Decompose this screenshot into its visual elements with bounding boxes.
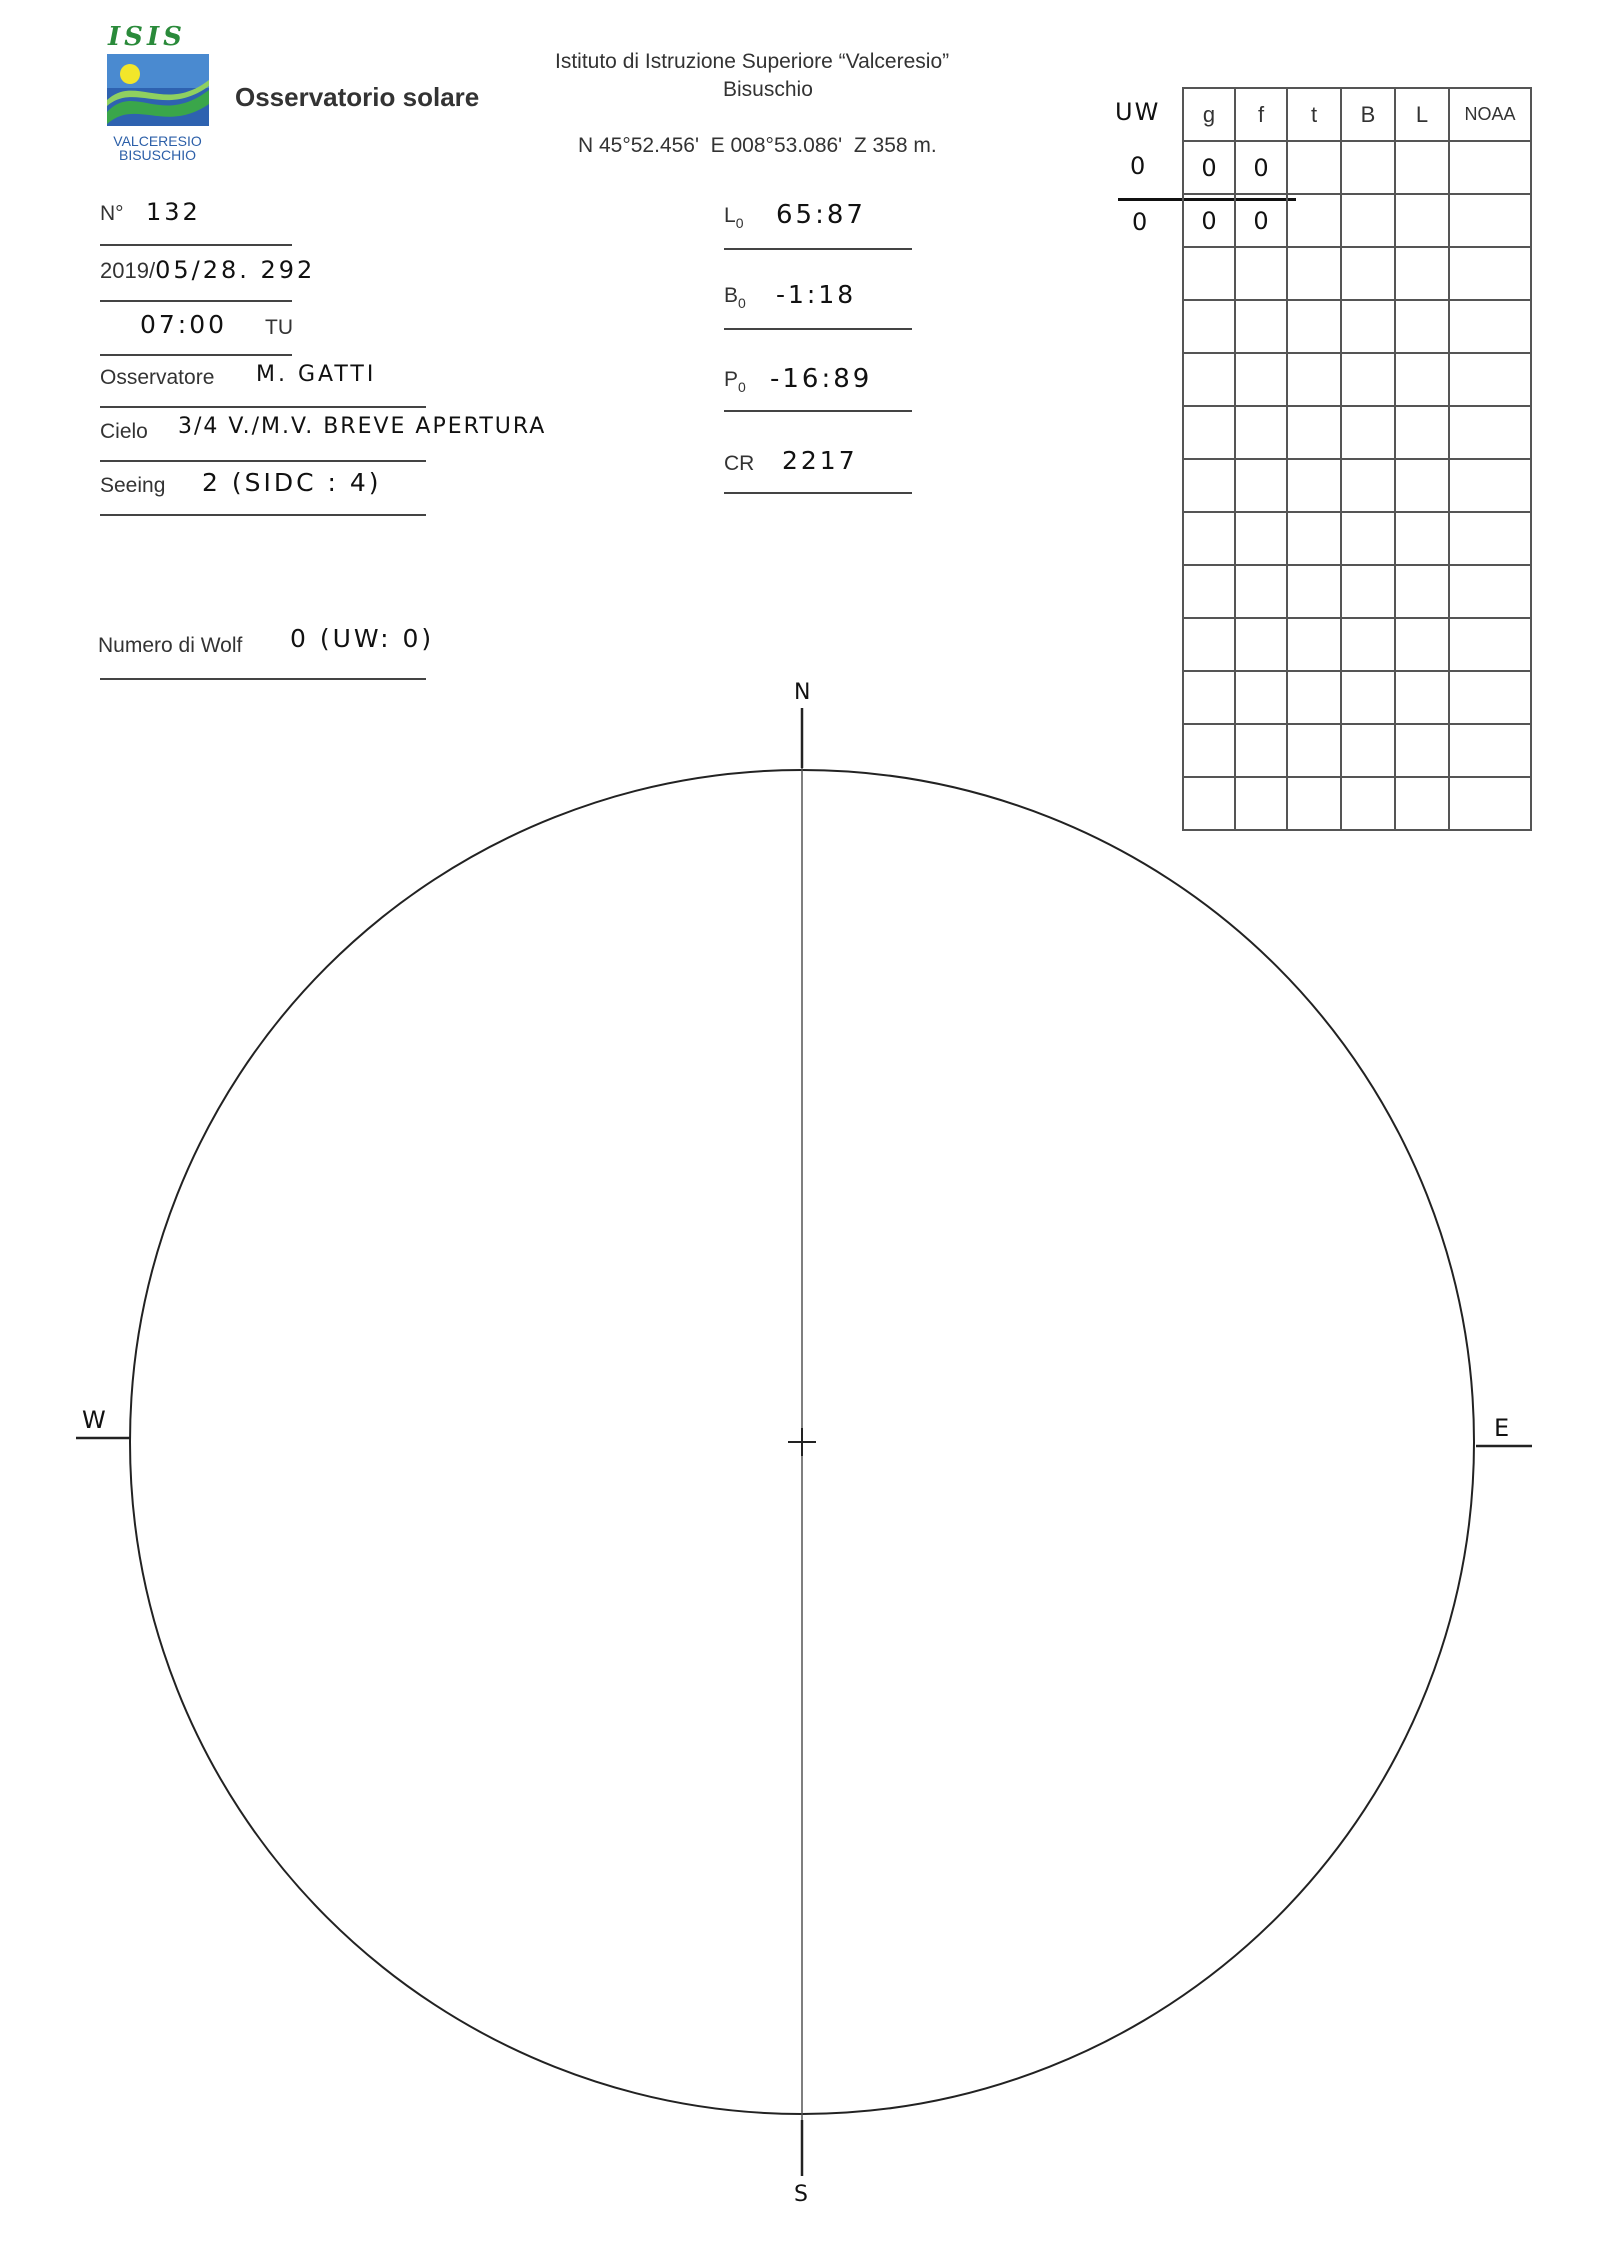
p0-label-letter: P [724, 368, 739, 391]
uw-header: UW [1115, 98, 1161, 126]
l0-label-sub: 0 [735, 215, 744, 231]
b0-label-sub: 0 [738, 295, 746, 311]
north-label: N [794, 680, 814, 705]
sky-label: Cielo [100, 420, 148, 443]
date-value: 05/28. 292 [155, 256, 316, 284]
p0-label-sub: 0 [738, 379, 746, 395]
table-cell: 0 [1183, 141, 1235, 194]
wolf-value: 0 (UW: 0) [290, 624, 435, 653]
col-t-header: t [1287, 88, 1341, 141]
table-cell: 0 [1235, 141, 1287, 194]
b0-label-letter: B [724, 284, 739, 307]
col-l-header: L [1395, 88, 1449, 141]
sky-value: 3/4 V./M.V. BREVE APERTURA [178, 414, 547, 439]
logo-caption-1: VALCERESIO [113, 133, 202, 149]
col-noaa-header: NOAA [1449, 88, 1531, 141]
b0-value: -1:18 [776, 280, 857, 309]
observatory-title: Osservatorio solare [235, 82, 480, 112]
uw-row-1: 0 [1130, 152, 1149, 180]
logo-caption-2: BISUSCHIO [118, 147, 196, 163]
table-cell: 0 [1183, 194, 1235, 247]
east-label: E [1494, 1414, 1513, 1442]
l0-value: 65:87 [776, 200, 866, 230]
col-g-header: g [1183, 88, 1235, 141]
logo-wordmark: ISIS [108, 22, 186, 52]
time-value: 07:00 [140, 310, 228, 339]
col-b-header: B [1341, 88, 1395, 141]
cr-label: CR [724, 452, 755, 475]
cr-value: 2217 [782, 446, 858, 475]
site-coordinates: N 45°52.456' E 008°53.086' Z 358 m. [578, 134, 937, 157]
seeing-value: 2 (SIDC : 4) [202, 468, 382, 497]
wolf-label: Numero di Wolf [98, 634, 243, 657]
col-f-header: f [1235, 88, 1287, 141]
number-label: N° [100, 202, 124, 225]
table-cell: 0 [1235, 194, 1287, 247]
west-label: W [82, 1406, 109, 1434]
uw-row-2: 0 [1132, 208, 1151, 236]
institute-town: Bisuschio [723, 78, 813, 101]
seeing-label: Seeing [100, 474, 166, 497]
institute-name: Istituto di Istruzione Superiore “Valceresio” [555, 50, 950, 73]
l0-label-letter: L [724, 204, 736, 227]
p0-value: -16:89 [770, 364, 873, 394]
center-cross-icon [788, 1428, 816, 1456]
time-unit: TU [265, 316, 293, 339]
number-value: 132 [146, 198, 201, 226]
date-prefix: 2019/ [100, 258, 156, 283]
south-label: S [794, 2182, 811, 2207]
observer-value: M. GATTI [256, 362, 377, 387]
observer-label: Osservatore [100, 366, 215, 389]
